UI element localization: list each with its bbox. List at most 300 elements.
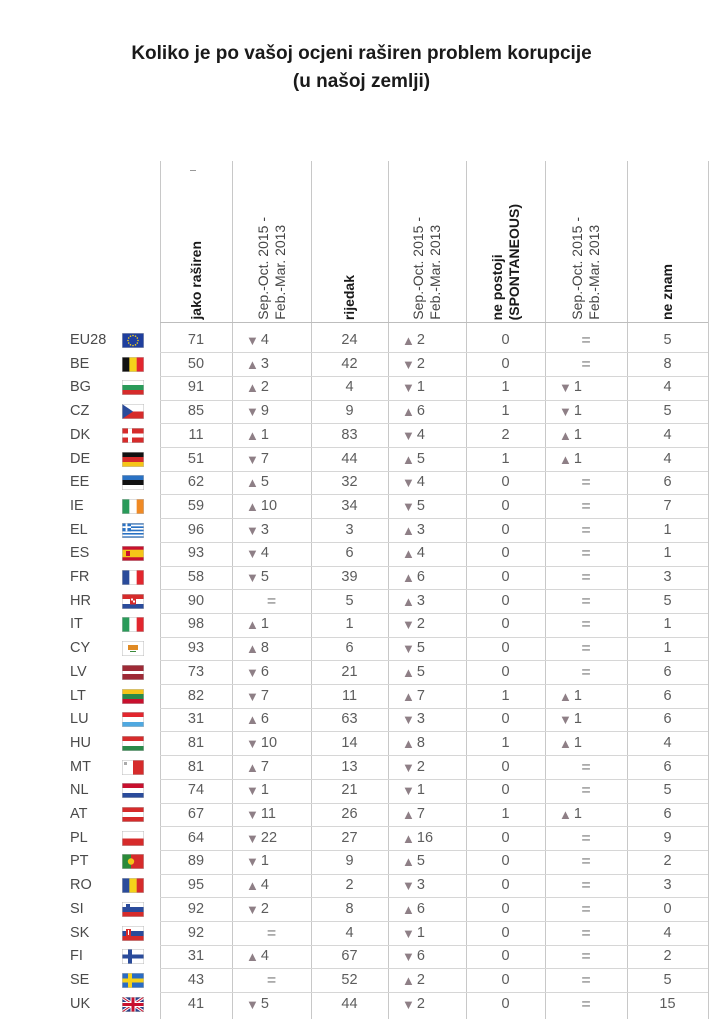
country-flag-icon xyxy=(122,641,144,656)
change-value: 2 xyxy=(416,971,425,988)
trend-up-icon: ▲ xyxy=(402,522,415,538)
table-row xyxy=(0,898,723,921)
table-row xyxy=(0,945,723,968)
cell-ch2 xyxy=(388,400,466,423)
cell-rij: 5 xyxy=(345,592,354,609)
country-flag-icon xyxy=(122,997,144,1012)
cell-ch2 xyxy=(388,708,466,731)
cell-ch1 xyxy=(232,922,311,945)
cell-ne_post: 1 xyxy=(501,379,510,396)
change-value: 6 xyxy=(260,711,269,728)
header-text-line1: Sep.-Oct. 2015 - xyxy=(410,217,426,320)
no-change-mark: = xyxy=(581,640,591,658)
cell-jako: 50 xyxy=(187,355,205,372)
change-value: 8 xyxy=(260,640,269,657)
cell-rij: 34 xyxy=(341,497,358,514)
cell-ne_post: 0 xyxy=(501,545,510,562)
trend-up-icon: ▲ xyxy=(246,641,259,657)
no-change-mark: = xyxy=(581,924,591,942)
cell-ch1 xyxy=(232,779,311,802)
change-value: 7 xyxy=(416,687,425,704)
table-row xyxy=(0,424,723,447)
cell-ch1 xyxy=(232,471,311,494)
trend-down-icon: ▼ xyxy=(402,925,415,941)
no-change-mark: = xyxy=(581,877,591,895)
change-value: 4 xyxy=(416,545,425,562)
country-flag-icon xyxy=(122,546,144,561)
cell-ne_znam: 4 xyxy=(663,426,672,443)
cell-ch3 xyxy=(545,827,627,850)
cell-rij: 44 xyxy=(341,995,358,1012)
header-text-line2: Feb.-Mar. 2013 xyxy=(271,225,288,320)
cell-rij: 11 xyxy=(341,687,358,704)
trend-down-icon: ▼ xyxy=(246,901,259,917)
trend-down-icon: ▼ xyxy=(559,380,572,396)
no-change-mark: = xyxy=(581,474,591,492)
country-code: SK xyxy=(70,924,90,941)
country-flag-icon xyxy=(122,499,144,514)
cell-rij: 27 xyxy=(341,829,358,846)
cell-ch1 xyxy=(232,613,311,636)
change-value: 5 xyxy=(416,497,425,514)
cell-ch1 xyxy=(232,732,311,755)
country-code: LT xyxy=(70,687,86,704)
cell-jako: 31 xyxy=(187,948,205,965)
change-value: 6 xyxy=(416,948,425,965)
cell-ch3 xyxy=(545,708,627,731)
change-value: 3 xyxy=(260,521,269,538)
cell-ne_znam: 7 xyxy=(663,497,672,514)
country-code: RO xyxy=(70,877,92,894)
table-row xyxy=(0,779,723,802)
cell-jako: 89 xyxy=(187,853,205,870)
table-row xyxy=(0,685,723,708)
trend-down-icon: ▼ xyxy=(402,712,415,728)
cell-jako: 71 xyxy=(187,332,205,348)
change-value: 1 xyxy=(260,616,269,633)
country-flag-icon xyxy=(122,854,144,869)
cell-ch2 xyxy=(388,779,466,802)
no-change-mark: = xyxy=(581,592,591,610)
column-header-label xyxy=(410,211,444,320)
country-flag-icon xyxy=(122,617,144,632)
country-code: DE xyxy=(70,450,91,467)
country-flag-icon xyxy=(122,807,144,822)
cell-ne_post: 0 xyxy=(501,853,510,870)
country-flag-icon xyxy=(122,404,144,419)
cell-rij: 9 xyxy=(345,403,354,420)
change-value: 4 xyxy=(416,474,425,491)
cell-ne_post: 0 xyxy=(501,711,510,728)
cell-jako: 11 xyxy=(188,426,204,443)
trend-down-icon: ▼ xyxy=(402,475,415,491)
country-flag-icon xyxy=(122,949,144,964)
header-text-line2: (SPONTANEOUS) xyxy=(505,203,522,320)
trend-up-icon: ▲ xyxy=(402,664,415,680)
change-value: 5 xyxy=(416,663,425,680)
trend-up-icon: ▲ xyxy=(559,807,572,822)
country-flag-icon xyxy=(122,926,144,941)
country-code: CZ xyxy=(70,403,90,420)
cell-ch2 xyxy=(388,566,466,589)
cell-ch1 xyxy=(232,993,311,1016)
trend-up-icon: ▲ xyxy=(402,333,415,348)
country-code: UK xyxy=(70,995,91,1012)
cell-ch1 xyxy=(232,685,311,708)
cell-jako: 59 xyxy=(187,497,205,514)
country-flag-icon xyxy=(122,333,144,348)
change-value: 1 xyxy=(573,450,582,467)
change-value: 2 xyxy=(416,332,425,348)
no-change-mark: = xyxy=(581,497,591,515)
no-change-mark: = xyxy=(581,616,591,634)
column-header-label xyxy=(659,258,676,320)
cell-ch1 xyxy=(232,756,311,779)
change-value: 11 xyxy=(260,806,276,822)
country-code: CY xyxy=(70,640,91,657)
trend-up-icon: ▲ xyxy=(246,712,259,728)
no-change-mark: = xyxy=(581,758,591,776)
cell-ne_znam: 6 xyxy=(663,758,672,775)
cell-ch3 xyxy=(545,448,627,471)
change-value: 4 xyxy=(260,332,269,348)
trend-up-icon: ▲ xyxy=(402,830,415,846)
change-value: 3 xyxy=(260,355,269,372)
table-row xyxy=(0,329,723,352)
cell-jako: 62 xyxy=(187,474,205,491)
cell-rij: 44 xyxy=(341,450,358,467)
change-value: 6 xyxy=(416,403,425,420)
change-value: 7 xyxy=(260,450,269,467)
column-header-label xyxy=(255,211,289,320)
cell-rij: 26 xyxy=(341,806,358,822)
column-header-label xyxy=(489,198,523,320)
cell-ch3 xyxy=(545,376,627,399)
cell-jako: 74 xyxy=(187,782,205,799)
cell-ne_znam: 2 xyxy=(663,948,672,965)
cell-rij: 2 xyxy=(345,877,354,894)
trend-down-icon: ▼ xyxy=(402,498,415,514)
table-row xyxy=(0,400,723,423)
change-value: 8 xyxy=(416,734,425,751)
country-flag-icon xyxy=(122,570,144,585)
cell-ch2 xyxy=(388,637,466,660)
header-separator xyxy=(160,322,708,323)
column-header-ch3 xyxy=(545,162,627,320)
column-header-ch2 xyxy=(388,162,466,320)
trend-up-icon: ▲ xyxy=(402,735,415,751)
cell-ne_post: 0 xyxy=(501,900,510,917)
cell-ch1 xyxy=(232,519,311,542)
country-code: HU xyxy=(70,734,91,751)
change-value: 6 xyxy=(416,900,425,917)
cell-rij: 4 xyxy=(345,924,354,941)
trend-down-icon: ▼ xyxy=(402,783,415,799)
cell-jako: 73 xyxy=(187,663,205,680)
cell-ch2 xyxy=(388,898,466,921)
header-text: ne znam xyxy=(659,263,675,320)
cell-ch2 xyxy=(388,827,466,850)
change-value: 7 xyxy=(416,806,425,822)
cell-ch2 xyxy=(388,685,466,708)
change-value: 1 xyxy=(260,782,269,799)
country-code: IE xyxy=(70,497,84,514)
country-flag-icon xyxy=(122,902,144,917)
country-code: ES xyxy=(70,545,90,562)
cell-ch2 xyxy=(388,376,466,399)
cell-ne_znam: 1 xyxy=(663,545,672,562)
cell-ch3 xyxy=(545,495,627,518)
change-value: 3 xyxy=(416,592,425,609)
change-value: 4 xyxy=(260,545,269,562)
cell-ne_post: 0 xyxy=(501,948,510,965)
table-row xyxy=(0,827,723,850)
cell-ch3 xyxy=(545,590,627,613)
cell-jako: 67 xyxy=(187,806,205,822)
country-flag-icon xyxy=(122,689,144,704)
header-text-line1: ne postoji xyxy=(488,253,505,320)
cell-jako: 96 xyxy=(187,521,205,538)
no-change-mark: = xyxy=(581,663,591,681)
country-code: EE xyxy=(70,474,90,491)
cell-ne_znam: 5 xyxy=(663,403,672,420)
cell-ne_znam: 3 xyxy=(663,877,672,894)
cell-jako: 93 xyxy=(187,545,205,562)
change-value: 7 xyxy=(260,758,269,775)
cell-ch2 xyxy=(388,471,466,494)
trend-up-icon: ▲ xyxy=(402,688,415,704)
cell-ch1 xyxy=(232,708,311,731)
table-row xyxy=(0,756,723,779)
header-text-line2: Feb.-Mar. 2013 xyxy=(427,225,443,320)
country-code: IT xyxy=(70,616,83,633)
change-value: 5 xyxy=(260,474,269,491)
change-value: 1 xyxy=(416,924,425,941)
country-code: NL xyxy=(70,782,89,799)
country-code: BE xyxy=(70,355,90,372)
cell-ch1 xyxy=(232,590,311,613)
cell-jako: 98 xyxy=(187,616,205,633)
cell-rij: 6 xyxy=(345,640,354,657)
cell-ne_post: 1 xyxy=(501,734,510,751)
cell-ch1 xyxy=(232,969,311,992)
cell-ne_znam: 6 xyxy=(663,663,672,680)
table-row xyxy=(0,993,723,1016)
cell-ne_znam: 3 xyxy=(663,569,672,585)
trend-down-icon: ▼ xyxy=(246,333,259,348)
change-value: 1 xyxy=(416,379,425,396)
cell-ch1 xyxy=(232,542,311,565)
country-code: FI xyxy=(70,948,83,965)
cell-rij: 83 xyxy=(341,426,358,443)
change-value: 2 xyxy=(416,355,425,372)
cell-ch2 xyxy=(388,732,466,755)
country-code: EU28 xyxy=(70,332,107,348)
cell-ch3 xyxy=(545,566,627,589)
cell-rij: 24 xyxy=(341,332,358,348)
cell-jako: 95 xyxy=(187,877,205,894)
cell-jako: 58 xyxy=(187,569,205,585)
cell-rij: 63 xyxy=(341,711,358,728)
cell-rij: 13 xyxy=(341,758,358,775)
trend-up-icon: ▲ xyxy=(559,688,572,704)
no-change-mark: = xyxy=(581,995,591,1013)
change-value: 3 xyxy=(416,521,425,538)
change-value: 1 xyxy=(260,426,269,443)
cell-ne_post: 1 xyxy=(501,687,510,704)
no-change-mark: = xyxy=(581,782,591,800)
column-header-jako xyxy=(160,162,232,320)
trend-down-icon: ▼ xyxy=(402,641,415,657)
cell-rij: 32 xyxy=(341,474,358,491)
cell-ne_znam: 6 xyxy=(663,806,672,822)
cell-jako: 41 xyxy=(187,995,205,1012)
country-code: BG xyxy=(70,379,91,396)
cell-ne_post: 0 xyxy=(501,924,510,941)
trend-down-icon: ▼ xyxy=(246,830,259,846)
change-value: 1 xyxy=(260,853,269,870)
cell-rij: 42 xyxy=(341,355,358,372)
change-value: 22 xyxy=(260,829,278,846)
cell-ne_post: 0 xyxy=(501,995,510,1012)
country-flag-icon xyxy=(122,380,144,395)
change-value: 1 xyxy=(573,426,582,443)
cell-ch3 xyxy=(545,613,627,636)
cell-ne_post: 1 xyxy=(501,403,510,420)
no-change-mark: = xyxy=(266,971,277,989)
trend-up-icon: ▲ xyxy=(402,451,415,467)
cell-jako: 90 xyxy=(187,592,205,609)
cell-jako: 92 xyxy=(187,900,205,917)
trend-up-icon: ▲ xyxy=(246,759,259,775)
cell-ch3 xyxy=(545,803,627,826)
cell-ne_post: 1 xyxy=(501,806,510,822)
cell-ne_znam: 15 xyxy=(659,995,676,1012)
trend-down-icon: ▼ xyxy=(246,451,259,467)
trend-down-icon: ▼ xyxy=(402,949,415,965)
trend-up-icon: ▲ xyxy=(246,878,259,894)
country-flag-icon xyxy=(122,783,144,798)
table-row xyxy=(0,376,723,399)
country-flag-icon xyxy=(122,523,144,538)
cell-ch2 xyxy=(388,874,466,897)
cell-ch3 xyxy=(545,732,627,755)
cell-ch3 xyxy=(545,969,627,992)
table-row xyxy=(0,661,723,684)
change-value: 10 xyxy=(260,497,278,514)
cell-ne_post: 0 xyxy=(501,569,510,585)
change-value: 1 xyxy=(416,782,425,799)
trend-up-icon: ▲ xyxy=(402,854,415,870)
change-value: 1 xyxy=(573,687,582,704)
trend-down-icon: ▼ xyxy=(402,878,415,894)
change-value: 9 xyxy=(260,403,269,420)
cell-ne_post: 0 xyxy=(501,497,510,514)
trend-down-icon: ▼ xyxy=(402,617,415,633)
table-row xyxy=(0,590,723,613)
header-text-line1: Sep.-Oct. 2015 - xyxy=(569,217,585,320)
trend-up-icon: ▲ xyxy=(402,972,415,988)
trend-up-icon: ▲ xyxy=(402,807,415,822)
trend-up-icon: ▲ xyxy=(559,427,572,443)
change-value: 6 xyxy=(260,663,269,680)
cell-ne_post: 0 xyxy=(501,640,510,657)
cell-rij: 21 xyxy=(341,663,358,680)
change-value: 4 xyxy=(260,948,269,965)
cell-ch2 xyxy=(388,495,466,518)
trend-up-icon: ▲ xyxy=(246,475,259,491)
cell-ch3 xyxy=(545,993,627,1016)
cell-ch2 xyxy=(388,661,466,684)
change-value: 16 xyxy=(416,829,434,846)
trend-up-icon: ▲ xyxy=(246,427,259,443)
cell-ne_post: 0 xyxy=(501,971,510,988)
cell-ch1 xyxy=(232,874,311,897)
trend-down-icon: ▼ xyxy=(246,546,259,562)
table-row xyxy=(0,613,723,636)
country-flag-icon xyxy=(122,594,144,609)
country-flag-icon xyxy=(122,357,144,372)
cell-ne_znam: 6 xyxy=(663,474,672,491)
cell-ch2 xyxy=(388,424,466,447)
cell-ne_znam: 4 xyxy=(663,379,672,396)
cell-jako: 93 xyxy=(187,640,205,657)
column-header-rij xyxy=(311,162,388,320)
cell-rij: 67 xyxy=(341,948,358,965)
trend-down-icon: ▼ xyxy=(246,404,259,420)
no-change-mark: = xyxy=(581,948,591,966)
no-change-mark: = xyxy=(266,924,277,942)
cell-ch2 xyxy=(388,329,466,352)
cell-ch2 xyxy=(388,613,466,636)
cell-ch3 xyxy=(545,519,627,542)
cell-rij: 9 xyxy=(345,853,354,870)
cell-ch1 xyxy=(232,637,311,660)
change-value: 5 xyxy=(416,450,425,467)
change-value: 1 xyxy=(573,403,582,420)
table-row xyxy=(0,637,723,660)
table-row xyxy=(0,708,723,731)
country-code: EL xyxy=(70,521,88,538)
cell-ne_znam: 8 xyxy=(663,355,672,372)
cell-ch3 xyxy=(545,945,627,968)
country-code: PT xyxy=(70,853,89,870)
cell-ch3 xyxy=(545,424,627,447)
table-row xyxy=(0,803,723,826)
change-value: 7 xyxy=(260,687,269,704)
cell-ch1 xyxy=(232,376,311,399)
country-flag-icon xyxy=(122,973,144,988)
no-change-mark: = xyxy=(266,592,277,610)
cell-ch1 xyxy=(232,448,311,471)
cell-ch2 xyxy=(388,945,466,968)
column-header-label xyxy=(569,211,603,320)
cell-ch3 xyxy=(545,353,627,376)
cell-ne_znam: 5 xyxy=(663,782,672,799)
cell-rij: 6 xyxy=(345,545,354,562)
cell-ch3 xyxy=(545,850,627,873)
cell-ne_post: 0 xyxy=(501,758,510,775)
table-row xyxy=(0,448,723,471)
cell-ne_znam: 5 xyxy=(663,332,672,348)
column-header-ch1 xyxy=(232,162,311,320)
header-text-line2: Feb.-Mar. 2013 xyxy=(586,225,602,320)
cell-ch3 xyxy=(545,637,627,660)
change-value: 3 xyxy=(416,877,425,894)
cell-jako: 31 xyxy=(187,711,205,728)
table-row xyxy=(0,732,723,755)
trend-down-icon: ▼ xyxy=(559,404,572,420)
